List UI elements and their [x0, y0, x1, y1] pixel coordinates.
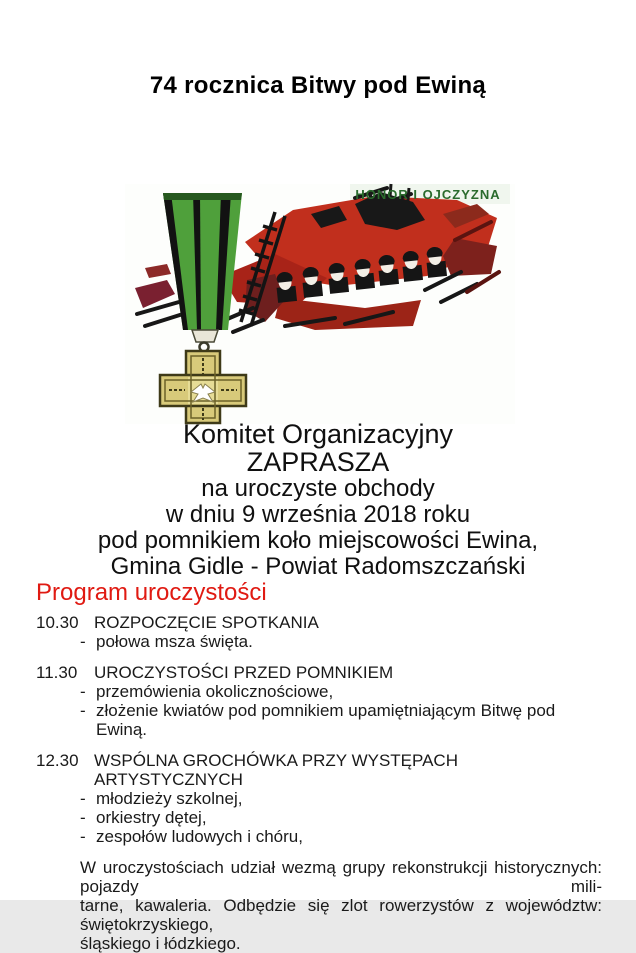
schedule-title: WSPÓLNA GROCHÓWKA PRZY WYSTĘPACH ARTYSTYCZNYCH: [94, 751, 458, 789]
bullet-dash: -: [80, 632, 86, 651]
medal-artwork: [125, 180, 515, 426]
schedule-subitem-text: przemówienia okolicznościowe,: [96, 682, 334, 701]
bullet-dash: -: [80, 682, 86, 701]
invitation-line: na uroczyste obchody: [201, 475, 435, 502]
schedule-entry: [36, 751, 606, 846]
schedule-subitem-text: młodzieży szkolnej,: [96, 789, 243, 808]
schedule-title: UROCZYSTOŚCI PRZED POMNIKIEM: [94, 663, 394, 682]
schedule-subitem: [80, 808, 606, 827]
motto-text: HONOR I OJCZYZNA: [355, 187, 501, 202]
bullet-dash: -: [80, 827, 86, 846]
invitation-line: Gmina Gidle - Powiat Radomszczański: [110, 553, 526, 580]
note-line: śląskiego i łódzkiego.: [80, 934, 241, 953]
invitation-block: [0, 420, 636, 580]
schedule-entry: [36, 613, 606, 651]
schedule-subitem-text: złożenie kwiatów pod pomnikiem upamiętniającym Bitwę pod Ewiną.: [96, 701, 556, 739]
note-line: W uroczystościach udział wezmą grupy rekonstrukcji historycznych: pojazdy mili-: [80, 858, 602, 896]
schedule-subitem: [80, 682, 606, 701]
bullet-dash: -: [80, 701, 86, 720]
schedule-subitem: [80, 827, 606, 846]
schedule-subitem: [80, 632, 606, 651]
bullet-dash: -: [80, 808, 86, 827]
schedule-subitem-text: połowa msza święta.: [96, 632, 253, 651]
note-line: tarne, kawaleria. Odbędzie się zlot rowerzystów z województw: świętokrzyskiego,: [80, 896, 602, 934]
invitation-line: Komitet Organizacyjny: [182, 419, 454, 449]
schedule-time: 10.30: [36, 613, 79, 632]
page-title: 74 rocznica Bitwy pod Ewiną: [149, 72, 487, 99]
bullet-dash: -: [80, 789, 86, 808]
invitation-line: pod pomnikiem koło miejscowości Ewina,: [97, 527, 539, 554]
schedule-title: ROZPOCZĘCIE SPOTKANIA: [94, 613, 319, 632]
program-heading: Program uroczystości: [36, 579, 267, 606]
schedule-subitem-text: zespołów ludowych i chóru,: [96, 827, 303, 846]
schedule-time: 11.30: [36, 663, 78, 682]
program-schedule: [36, 613, 606, 953]
schedule-subitem-text: orkiestry dętej,: [96, 808, 207, 827]
schedule-time: 12.30: [36, 751, 79, 770]
schedule-entry: [36, 663, 606, 739]
closing-note: [80, 858, 602, 953]
invitation-line: ZAPRASZA: [246, 447, 390, 477]
invitation-line: w dniu 9 września 2018 roku: [165, 501, 471, 528]
schedule-subitem: [80, 701, 606, 739]
schedule-subitem: [80, 789, 606, 808]
